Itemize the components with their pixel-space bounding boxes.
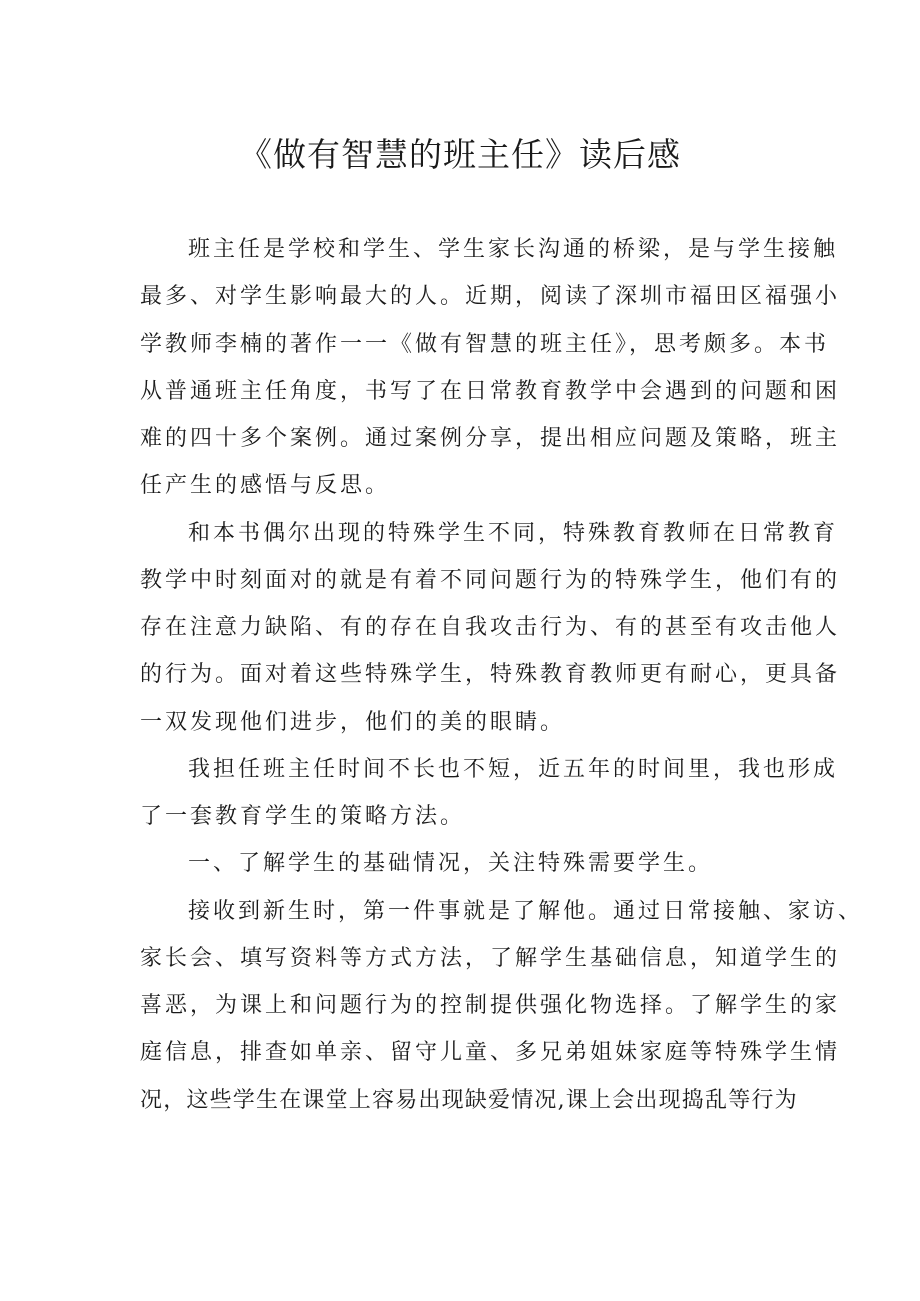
paragraph-line: 我担任班主任时间不长也不短，近五年的时间里，我也形成 [188, 756, 839, 782]
paragraph-line: 从普通班主任角度，书写了在日常教育教学中会遇到的问题和困 [140, 378, 841, 404]
document-title: 《做有智慧的班主任》读后感 [239, 135, 681, 174]
paragraph-line: 教学中时刻面对的就是有着不同问题行为的特殊学生，他们有的 [140, 567, 841, 593]
paragraph-line: 的行为。面对着这些特殊学生，特殊教育教师更有耐心，更具备 [140, 662, 841, 688]
paragraph-line: 班主任是学校和学生、学生家长沟通的桥梁，是与学生接触 [188, 237, 839, 262]
paragraph-line: 最多、对学生影响最大的人。近期，阅读了深圳市福田区福强小 [140, 284, 841, 310]
paragraph-line: 学教师李楠的著作一一《做有智慧的班主任》，思考颇多。本书 [140, 331, 830, 357]
paragraph-line: 存在注意力缺陷、有的存在自我攻击行为、有的甚至有攻击他人 [140, 615, 841, 640]
paragraph-line: 况，这些学生在课堂上容易出现缺爱情况,课上会出现捣乱等行为 [140, 1087, 798, 1113]
paragraph-line: 和本书偶尔出现的特殊学生不同，特殊教育教师在日常教育 [188, 520, 839, 546]
paragraph-line: 了一套教育学生的策略方法。 [140, 804, 466, 829]
document-body [140, 226, 864, 1124]
paragraph-line: 庭信息，排查如单亲、留守儿童、多兄弟姐妹家庭等特殊学生情 [140, 1040, 841, 1066]
paragraph-line: 难的四十多个案例。通过案例分享，提出相应问题及策略，班主 [140, 426, 841, 451]
paragraph-line: 任产生的感悟与反思。 [140, 473, 391, 499]
paragraph-line: 家长会、填写资料等方式方法，了解学生基础信息，知道学生的 [140, 945, 841, 971]
section-heading: 一、了解学生的基础情况，关注特殊需要学生。 [188, 851, 714, 877]
paragraph-line: 喜恶，为课上和问题行为的控制提供强化物选择。了解学生的家 [140, 993, 841, 1018]
paragraph-line: 一双发现他们进步，他们的美的眼睛。 [140, 709, 566, 735]
paragraph-line: 接收到新生时，第一件事就是了解他。通过日常接触、家访、 [188, 898, 864, 924]
